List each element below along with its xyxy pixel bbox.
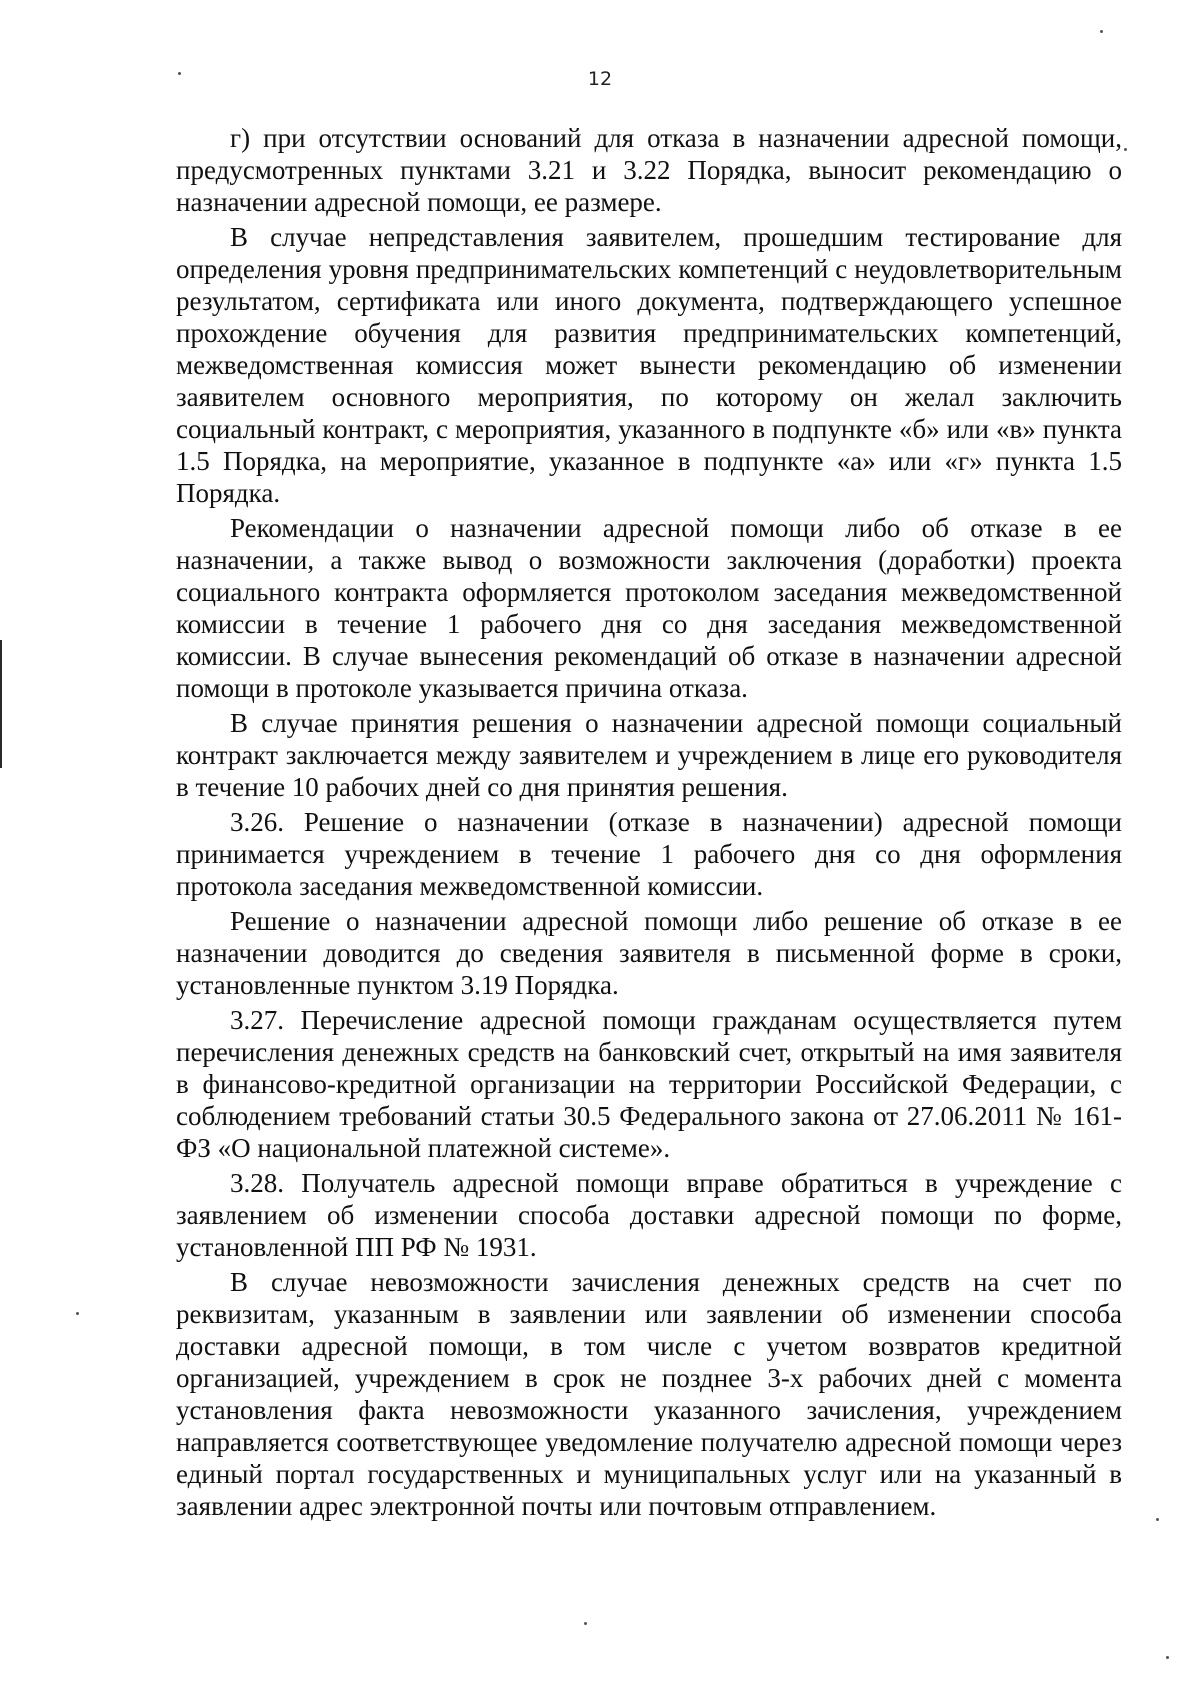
scan-speck [1124,148,1127,151]
paragraph-3-26: 3.26. Решение о назначении (отказе в назначении) адресной помощи принимается учреждением в течение 1 рабочего дня со дня оформления протокола заседания межведомственной комиссии. [176,807,1122,901]
paragraph-3-27: 3.27. Перечисление адресной помощи гражданам осуществляется путем перечисления денежных средств на банковский счет, открытый на имя заявителя в финансово-кредитной организации на территории Российской Федерации, с соблюдением требований статьи 30.5 Федерального закона от 27.06.2011 № 161-ФЗ «О национальной платежной системе». [176,1005,1122,1163]
scan-speck [76,1312,79,1315]
paragraph-decision-notification: Решение о назначении адресной помощи либо решение об отказе в ее назначении доводится до сведения заявителя в письменной форме в сроки, установленные пунктом 3.19 Порядка. [176,906,1122,1000]
scan-edge-line [0,640,2,768]
page-number: 12 [587,68,613,90]
scan-speck [1156,1518,1159,1521]
scan-speck [1166,1656,1169,1659]
scan-speck [178,72,181,75]
document-body [176,122,1122,1525]
paragraph-contract-conclusion: В случае принятия решения о назначении адресной помощи социальный контракт заключается между заявителем и учреждением в лице его руководителя в течение 10 рабочих дней со дня принятия решения. [176,708,1122,802]
paragraph-crediting-impossibility: В случае невозможности зачисления денежных средств на счет по реквизитам, указанным в заявлении или заявлении об изменении способа доставки адресной помощи, в том числе с учетом возвратов кредитной организацией, учреждением в срок не позднее 3-х рабочих дней с момента установления факта невозможности указанного зачисления, учреждением направляется соответствующее уведомление получателю адресной помощи через единый портал государственных и муниципальных услуг или на указанный в заявлении адрес электронной почты или почтовым отправлением. [176,1267,1122,1521]
scan-speck [1100,30,1103,33]
paragraph-3-28: 3.28. Получатель адресной помощи вправе обратиться в учреждение с заявлением об изменении способа доставки адресной помощи по форме, установленной ПП РФ № 1931. [176,1168,1122,1262]
scan-speck [584,1622,587,1625]
paragraph-item-g: г) при отсутствии оснований для отказа в назначении адресной помощи, предусмотренных пунктами 3.21 и 3.22 Порядка, выносит рекомендацию о назначении адресной помощи, ее размере. [176,123,1122,217]
paragraph-recommendations-protocol: Рекомендации о назначении адресной помощи либо об отказе в ее назначении, а также вывод о возможности заключения (доработки) проекта социального контракта оформляется протоколом заседания межведомственной комиссии в течение 1 рабочего дня со дня заседания межведомственной комиссии. В случае вынесения рекомендаций об отказе в назначении адресной помощи в протоколе указывается причина отказа. [176,513,1122,703]
paragraph-certificate-absence: В случае непредставления заявителем, прошедшим тестирование для определения уровня предпринимательских компетенций с неудовлетворительным результатом, сертификата или иного документа, подтверждающего успешное прохождение обучения для развития предпринимательских компетенций, межведомственная комиссия может вынести рекомендацию об изменении заявителем основного мероприятия, по которому он желал заключить социальный контракт, с мероприятия, указанного в подпункте «б» или «в» пункта 1.5 Порядка, на мероприятие, указанное в подпункте «а» или «г» пункта 1.5 Порядка. [176,222,1122,508]
